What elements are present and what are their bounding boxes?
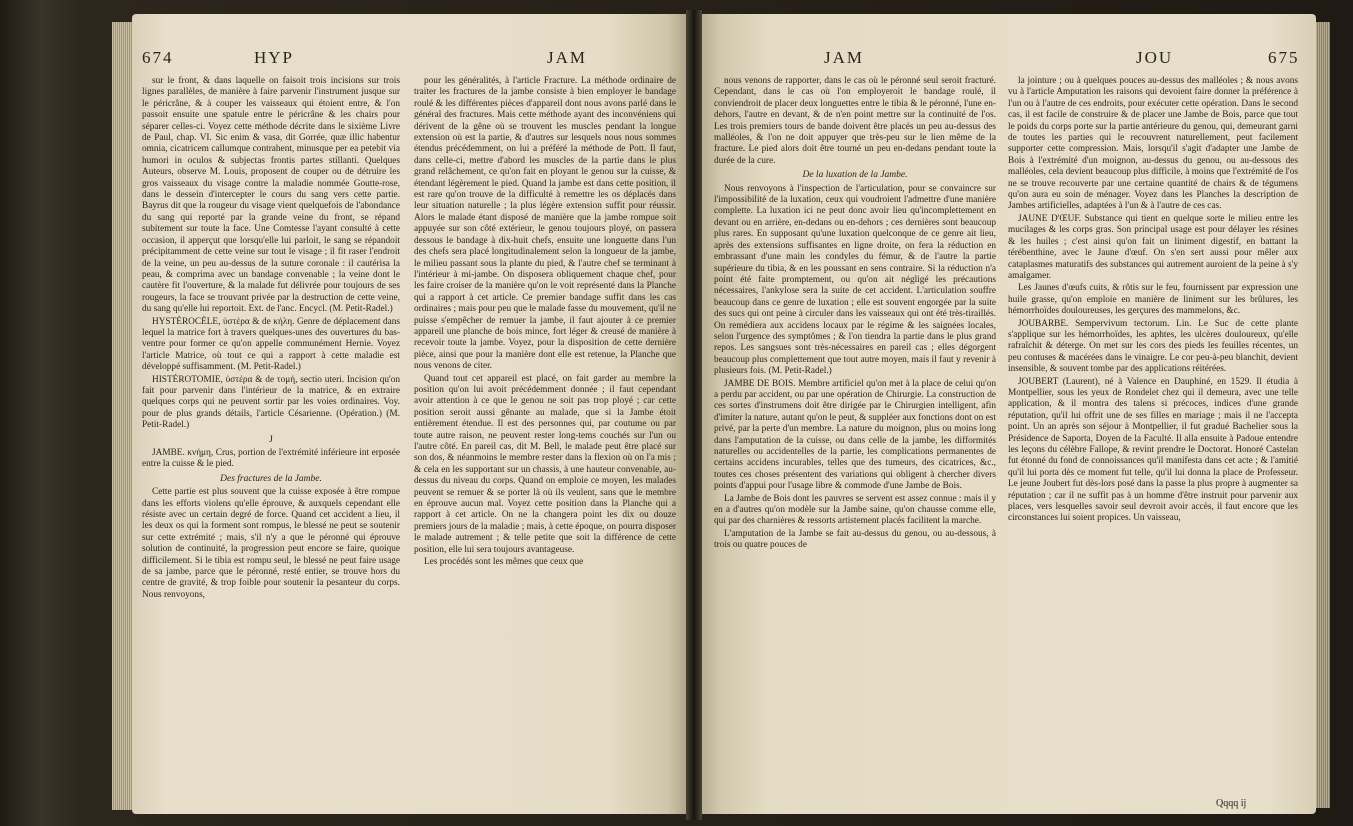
subheading: De la luxation de la Jambe. — [802, 170, 908, 181]
left-page-edges — [112, 22, 134, 810]
signature-mark: Qqqq ij — [1216, 798, 1247, 809]
right-running-head-2: JOU — [1136, 48, 1174, 67]
left-running-head-2: JAM — [547, 48, 588, 67]
paragraph: HISTÉROTOMIE, ὑστέρα & de τομή, sectio uteri. Incision qu'on fait pour parvenir dans l'intérieur de la matrice, & en extraire quelques corps qui ne peuvent sortir par les voies ordinaires. Voy. pour de plus grands détails, l'article Césarienne. (Opération.) (M. Petit-Radel.) — [142, 374, 400, 431]
paragraph: Cette partie est plus souvent que la cuisse exposée à être rompue dans les efforts violens qu'elle éprouve, & auxquels cependant elle résiste avec un certain degré de force. Quand cet accident a lieu, il les deux os qui la forment sont rompus, le blessé ne peut se soutenir sur cette extrémité ; mais, s'il n'y a que le péronné qui éprouve solution de continuité, la progression peut encore se faire, quoique difficilement. Si le tibia est rompu seul, le blessé ne peut faire usage de sa jambe, parce que le péronné, resté entier, se trouve hors du centre de gravité, & trop foible pour soutenir la pesanteur du corps. Nous renvoyons, — [142, 487, 400, 600]
book-gutter — [686, 10, 702, 820]
paragraph: Les procédés sont les mêmes que ceux que — [424, 557, 584, 568]
subheading: Des fractures de la Jambe. — [220, 473, 322, 484]
paragraph: JOUBERT (Laurent), né à Valence en Dauphiné, en 1529. Il étudia à Montpellier, sous les yeux de Rondelet chez qui il demeura, avec une telle application, & il montra des talens si précoces, indices d'une grande réputation, qu'il lui offrit une de ses filles en mariage ; mais il ne l'accepta point. Un an après son séjour à Montpellier, il fut gradué Bachelier sous la Présidence de Saporta, Doyen de la Faculté. Il alla ensuite à Padoue entendre les leçons du célèbre Fallope, & revint prendre le Doctorat. Honoré Castelan fut étonné du fond de connoissances qu'il manifesta dans cet acte ; & l'amitié qu'il lui porta dès ce moment fut telle, qu'il lui donna la place de Professeur. Le jeune Joubert fut dès-lors posé dans la passe la plus propre à augmenter sa réputation ; car il ne suffit pas à un homme d'être instruit pour parvenir aux places, vers lesquelles savoir seul devroit avoir accès, il faut encore que les circonstances lui soient propices. Un vaisseau, — [1008, 376, 1298, 524]
section-letter: J — [269, 434, 273, 445]
left-page — [132, 14, 690, 814]
right-column-1 — [714, 76, 996, 796]
paragraph: La Jambe de Bois dont les pauvres se servent est assez connue : mais il y en a d'autres qu'on modèle sur la Jambe saine, qu'on chausse comme elle, qui par des charnières & ressorts artistement placés facilitent la marche. — [714, 493, 996, 527]
paragraph: sur le front, & dans laquelle on faisoit trois incisions sur trois lignes parallèles, de manière à faire parvenir l'instrument jusque sur le péricrâne, & à couper les vaisseaux qui étoient entre, & l'on passoit ensuite une spatule entre le péricrâne & les chairs pour séparer celles-ci. Voyez cette méthode décrite dans le sixième Livre de Paul, chap. VI. Sic enim & vasa, dit Gorrée, quæ illic habentur omnia, cicatricem callumque contrahent, minusque per ea petebit via humori in oculos & subjectas frontis partes stillanti. Quelques Auteurs, observe M. Louis, proposent de couper ou de détruire les gros vaisseaux du visage contre la maladie nommée Goutte-rose, dans le dessein d'intercepter le cours du sang vers cette partie. Bayrus dit que la rougeur du visage vient quelquefois de l'abondance du sang qui reporté par la grande veine du front, se répand subitement sur toute la face. Une Comtesse l'ayant consulté à cette occasion, il apperçut que lorsqu'elle lui parloit, le sang se répandoit précipitamment de cette veine sur tout le visage ; il fit raser l'endroit de la veine, un peu au-dessus de la suture coronale : il cautérisa la peau, & comprima avec un bandage convenable ; la veine dont le cautère fit l'ouverture, & la malade fut délivrée pour toujours de ses rougeurs, la face se trouvant privée par la destruction de cette veine, du sang qu'elle lui reportoit. Ext. de l'anc. Encycl. (M. Petit-Radel.) — [142, 76, 400, 315]
left-column-1 — [142, 76, 400, 796]
paragraph: Quand tout cet appareil est placé, on fait garder au membre la position qu'on lui avoit précédemment donnée ; il faut cependant avoir attention à ce que le genou ne soit pas trop ployé ; car cette position seroit aussi gênante au malade, que si la Jambe étoit entièrement étendue. Il est des personnes qui, par coutume ou par toute autre raison, ne peuvent rester long-tems couchés sur l'un ou l'autre côté. En pareil cas, dit M. Bell, le malade peut être placé sur son dos, & néanmoins le membre rester dans la flexion où on l'a mis ; & cela en les supportant sur un chassis, à une hauteur convenable, au-dessus du niveau du corps. Quand on emploie ce moyen, les malades peuvent se remuer & se porter là où ils veulent, sans que le membre en éprouve aucun mal. Voyez cette position dans la Planche qui a rapport à cet article. On ne la changera point les dix ou douze premiers jours de la maladie ; mais, à cette époque, on pourra disposer le malade autrement ; & telle petite que soit la différence de cette position, elle lui sera toujours avantageuse. — [414, 373, 676, 555]
paragraph: JOUBARBE. Sempervivum tectorum. Lin. Le Suc de cette plante s'applique sur les hémorrhoïdes, les aphtes, les ulcères douloureux, qu'elle rafraîchit & déterge. On met sur les cors des pieds les feuilles récentes, un peu contuses & macérées dans le vinaigre. Le cor peu-à-peu blanchit, devient insensible, & souvent tombe par des applications réitérées. — [1008, 318, 1298, 375]
paragraph: L'amputation de la Jambe se fait au-dessus du genou, ou au-dessous, à trois ou quatre pouces de — [714, 528, 996, 551]
paragraph: JAUNE D'ŒUF. Substance qui tient en quelque sorte le milieu entre les mucilages & les corps gras. Son principal usage est pour délayer les résines & les huiles ; c'est ainsi qu'on fait un liniment digestif, en battant la térébenthine, avec le Jaune d'œuf. On s'en sert aussi pour mêler aux cataplasmes maturatifs des substances qui autrement auroient de la peine à s'y amalgamer. — [1008, 213, 1298, 281]
left-column-2 — [414, 76, 676, 796]
left-running-head-1: HYP — [254, 48, 295, 67]
paragraph: Nous renvoyons à l'inspection de l'articulation, pour se convaincre sur l'impossibilité de la luxation, ceux qui voudroient l'admettre d'une manière complette. La luxation ici ne peut donc avoir lieu qu'incomplettement en devant ou en arrière, en-dedans ou en-dehors ; ces dernières sont beaucoup plus rares. En supposant qu'une luxation quelconque de ce genre ait lieu, après des extensions suffisantes en ligne droite, on fera la réduction en embrassant d'une main les condyles du fémur, & de l'autre la partie supérieure du tibia, & en les poussant en sens contraire. Si la réduction n'a point été faite promptement, ou qu'on ait négligé les précautions nécessaires, l'ankylose sera la suite de cet accident. L'articulation souffre beaucoup dans ce genre de luxation ; elle est souvent engorgée par la suite des sucs qui ont peine à circuler dans les vaisseaux qui ont été très-tiraillés. On remédiera aux accidens locaux par le régime & les saignées locales, selon l'urgence des symptômes ; & l'on tiendra la partie dans le plus grand repos. Les sangsues sont très-nécessaires en pareil cas ; elles dégorgent beaucoup plus complettement que tout autre moyen, mais il faut y revenir à plusieurs fois. (M. Petit-Radel.) — [714, 183, 996, 377]
right-page — [696, 14, 1316, 814]
paragraph: JAMBE. κνήμη, Crus, portion de l'extrémité inférieure int erposée entre la cuisse & le pied. — [142, 448, 400, 470]
paragraph: pour les généralités, à l'article Fracture. La méthode ordinaire de traiter les fractures de la jambe consiste à bien employer le bandage roulé & les différentes pièces d'appareil dont nous avons parlé dans le général des fractures. Mais cette méthode ayant des inconvéniens qui dérivent de la gêne où se trouvent les muscles pendant la longue extension où est la partie, & d'autres sur lesquels nous nous sommes étendus précédemment, on lui a préféré la méthode de Pott. Il faut, dans celle-ci, mettre d'abord les muscles de la partie dans le plus grand relâchement, ce qu'on fait en ployant le genou sur la cuisse, & étendant légèrement le pied. Quand la jambe est dans cette position, il est rare qu'on trouve de la difficulté à remettre les os déplacés dans leur situation naturelle ; la plus légère extension suffit pour réussir. Alors le malade étant disposé de manière que la jambe rompue soit appuyée sur son côté extérieur, le genou toujours ployé, on passera dessous le bandage à dix-huit chefs, ensuite une longuette dans l'un des chefs sera placé longitudinalement selon la longueur de la jambe, le milieu passant sous la plante du pied, & l'autre chef se terminant à l'intérieur à mi-jambe. On disposera obliquement chaque chef, pour les faire croiser de la manière qu'on le voit représenté dans la Planche qui a rapport à cet article. Ce premier bandage suffit dans les cas ordinaires ; mais pour peu que le malade fasse du mouvement, qu'il ne puisse s'empêcher de remuer la jambe, il faut ajouter à ce premier appareil une planche de bois mince, fort léger & creusé de manière à recevoir toute la jambe. Voyez, pour la disposition de cette dernière pièce, ainsi que pour la manière dont elle est retenue, la Planche que nous venons de citer. — [414, 76, 676, 372]
paragraph: Les Jaunes d'œufs cuits, & rôtis sur le feu, fournissent par expression une huile grasse, qu'on emploie en manière de liniment sur les brûlures, les hémorrhoïdes douloureuses, les gerçures des mammelons, &c. — [1008, 283, 1298, 317]
left-page-number: 674 — [142, 48, 174, 67]
paragraph: HYSTÉROCÈLE, ὑστέρα & de κήλη. Genre de déplacement dans lequel la matrice fort à travers quelques-unes des ouvertures du bas-ventre pour former ce qu'on appelle communément Hernie. Voyez l'article Matrice, où tout ce qui a rapport à cette maladie est développé suffisamment. (M. Petit-Radel.) — [142, 316, 400, 373]
right-column-2 — [1008, 76, 1298, 796]
right-page-number: 675 — [1268, 48, 1300, 67]
paragraph: JAMBE DE BOIS. Membre artificiel qu'on met à la place de celui qu'on a perdu par accident, ou par une opération de Chirurgie. La construction de ces sortes d'instrumens doit être dirigée par le Chirurgien intelligent, afin d'imiter la nature, autant qu'on le peut, & suppléer aux fonctions dont on est privé, par la perte d'un membre. La nature du moignon, plus ou moins long dans l'amputation de la cuisse, ou dans celle de la jambe, les difformités naturelles ou accidentelles de la partie, les complications permanentes de certains accidens incurables, telles que des tumeurs, des cicatrices, &c., toutes ces choses présentent des variations qui obligent à chercher divers points d'appui pour l'usage libre & commode d'une Jambe de Bois. — [714, 378, 996, 492]
right-running-head-1: JAM — [824, 48, 865, 67]
paragraph: la jointure ; ou à quelques pouces au-dessus des malléoles ; & nous avons vu à l'article Amputation les raisons qui devoient faire donner la préférence à l'un ou à l'autre de ces endroits, pour exécuter cette opération. Dans le second cas, il est facile de construire & de placer une Jambe de Bois, parce que tout le poids du corps porte sur la partie antérieure du genou, qui, demeurant garni de toutes les parties qui le recouvrent naturellement, peut facilement supporter cette compression. Mais, lorsqu'il s'agit d'adapter une Jambe de Bois à l'extrémité d'un moignon, au-dessus du genou, ou au-dessous des malléoles, cela devient beaucoup plus difficile, à moins que l'extrémité de l'os ne se trouve recouverte par une certaine quantité de chairs & de tégumens qu'on aura eu soin de ménager. Voyez dans les Planches la description de Jambes artificielles, adaptées à l'un & à l'autre de ces cas. — [1008, 76, 1298, 212]
paragraph: nous venons de rapporter, dans le cas où le péronné seul seroit fracturé. Cependant, dans le cas où l'on employeroit le bandage roulé, il conviendroit de placer deux longuettes entre le tibia & le péronné, l'une en-dehors, l'autre en devant, & de n'en point mettre sur la continuité de l'os. Les trois premiers tours de bande doivent être placés un peu au-dessus des malléoles, & l'on ne doit appuyer que très-peu sur le lien même de la fracture. Le pied alors doit être tourné un peu en-dedans pendant toute la durée de la cure. — [714, 76, 996, 166]
